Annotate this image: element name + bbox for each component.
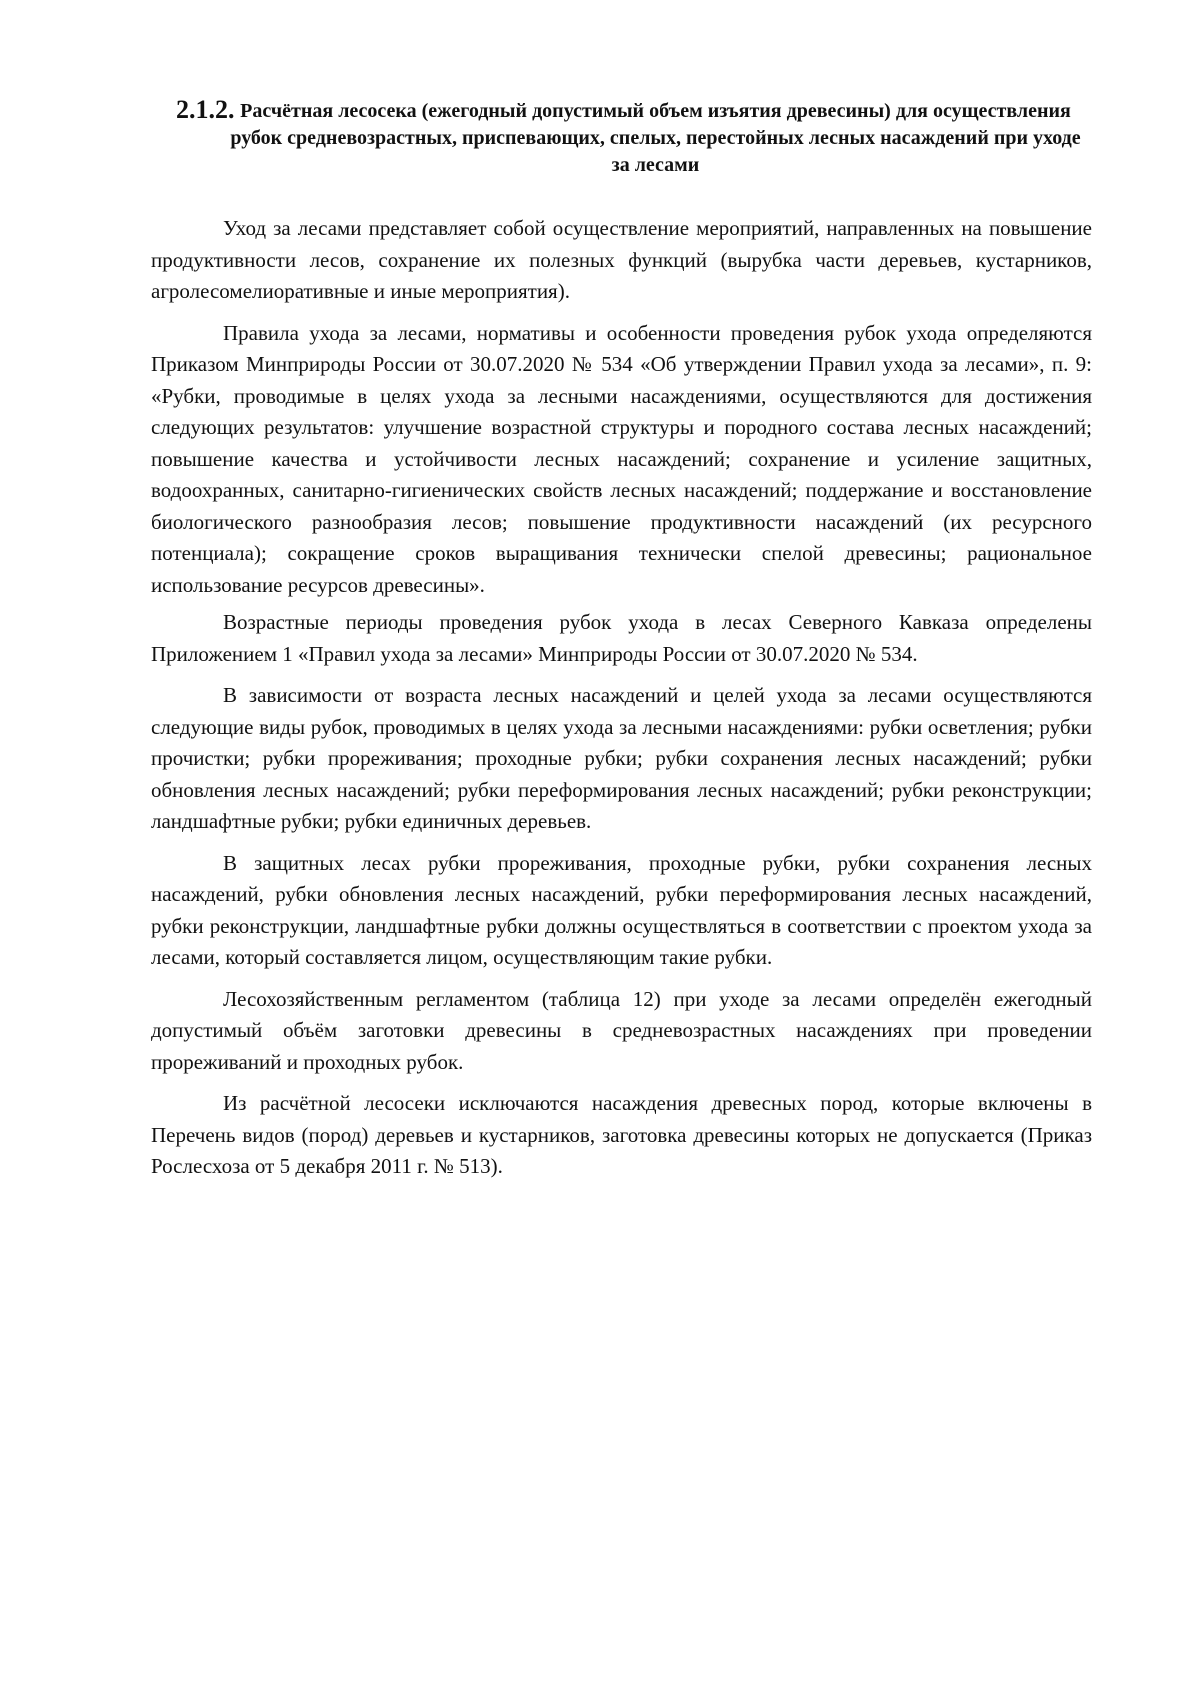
section-heading bbox=[151, 95, 1092, 179]
paragraph-regulation-volume: Лесохозяйственным регламентом (таблица 12) при уходе за лесами определён ежегодный допустимый объём заготовки древесины в средневозрастных насаждениях при проведении прореживаний и проходных рубок. bbox=[151, 986, 1092, 1074]
paragraph-forest-care-definition: Уход за лесами представляет собой осуществление мероприятий, направленных на повышение продуктивности лесов, сохранение их полезных функций (вырубка части деревьев, кустарников, агролесомелиоративные и иные мероприятия). bbox=[151, 216, 1092, 303]
paragraph-protective-forests: В защитных лесах рубки прореживания, проходные рубки, рубки сохранения лесных насаждений, рубки обновления лесных насаждений, рубки переформирования лесных насаждений, рубки реконструкции, ландшафтные рубки должны осуществляться в соответствии с проектом ухода за лесами, который составляется лицом, осуществляющим такие рубки. bbox=[151, 850, 1092, 969]
paragraph-care-rules: Правила ухода за лесами, нормативы и особенности проведения рубок ухода определяются Приказом Минприроды России от 30.07.2020 № 534 «Об утверждении Правил ухода за лесами», п. 9: «Рубки, проводимые в целях ухода за лесными насаждениями, осуществляются для достижения следующих результатов: улучшение возрастной структуры и породного состава лесных насаждений; повышение качества и устойчивости лесных насаждений; сохранение и усиление защитных, водоохранных, санитарно-гигиенических свойств лесных насаждений; поддержание и восстановление биологического разнообразия лесов; повышение продуктивности насаждений (их ресурсного потенциала); сокращение сроков выращивания технически спелой древесины; рациональное использование ресурсов древесины». bbox=[151, 320, 1092, 597]
paragraph-age-periods: Возрастные периоды проведения рубок ухода в лесах Северного Кавказа определены Приложением 1 «Правил ухода за лесами» Минприроды России от 30.07.2020 № 534. bbox=[151, 610, 1092, 666]
body-text bbox=[151, 213, 1092, 1183]
paragraph-cutting-types: В зависимости от возраста лесных насаждений и целей ухода за лесами осуществляются следующие виды рубок, проводимых в целях ухода за лесными насаждениями: рубки осветления; рубки прочистки; рубки прореживания; проходные рубки; рубки сохранения лесных насаждений; рубки обновления лесных насаждений; рубки переформирования лесных насаждений; рубки реконструкции; ландшафтные рубки; рубки единичных деревьев. bbox=[151, 683, 1092, 833]
section-number: 2.1.2. bbox=[176, 95, 235, 124]
paragraph-exclusions: Из расчётной лесосеки исключаются насаждения древесных пород, которые включены в Перечень видов (пород) деревьев и кустарников, заготовка древесины которых не допускается (Приказ Рослесхоза от 5 декабря 2011 г. № 513). bbox=[151, 1091, 1092, 1178]
section-title: Расчётная лесосека (ежегодный допустимый объем изъятия древесины) для осуществления рубок средневозрастных, приспевающих, спелых, перестойных лесных насаждений при уходе за лесами bbox=[230, 100, 1081, 176]
